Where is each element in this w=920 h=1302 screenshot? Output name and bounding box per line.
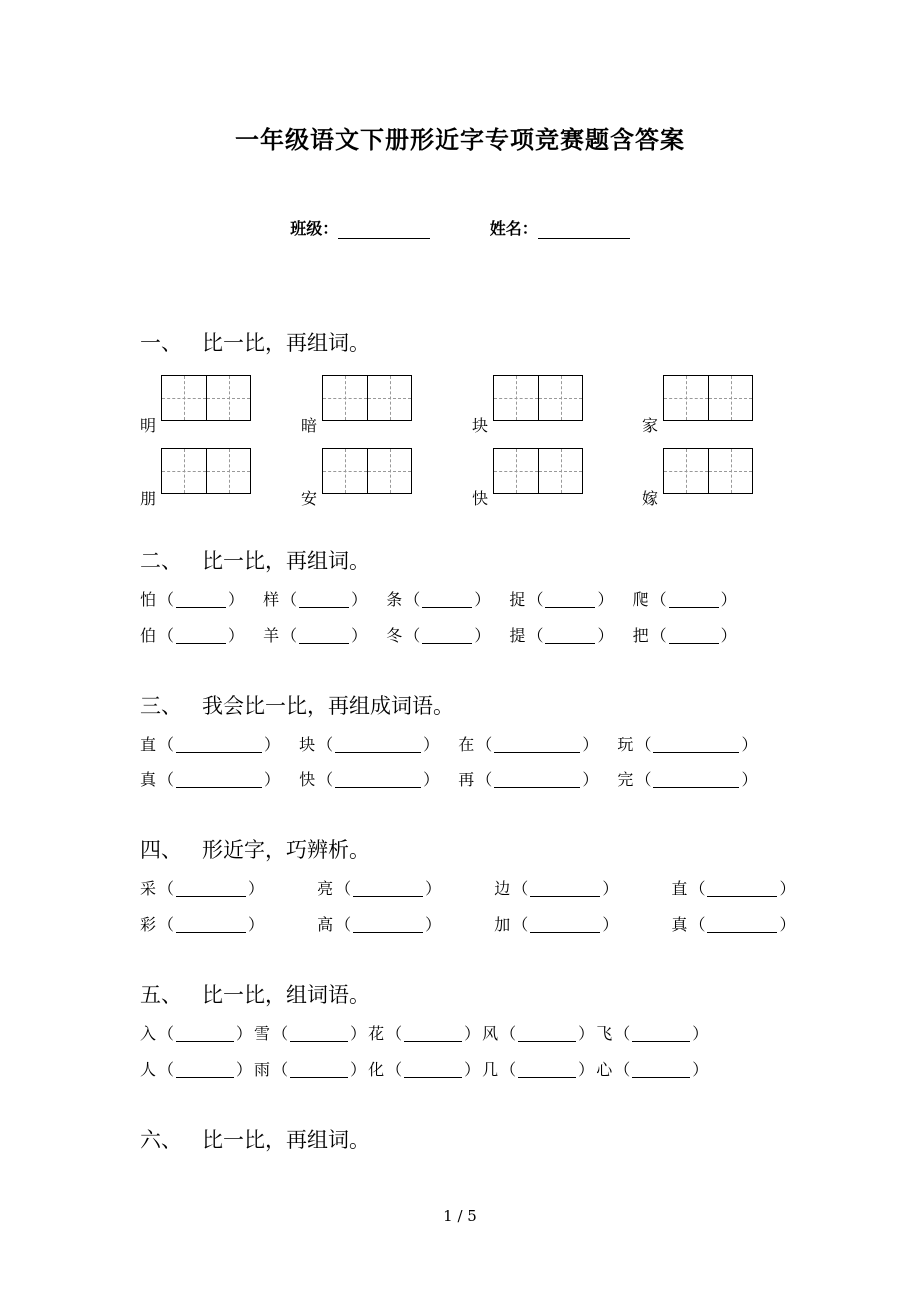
paren-close: ） bbox=[741, 735, 758, 754]
q2-char: 条 bbox=[386, 590, 403, 609]
paren-open: （ bbox=[614, 1024, 631, 1043]
q3-item bbox=[458, 770, 600, 790]
answer-blank[interactable] bbox=[530, 919, 600, 933]
paren-close: ） bbox=[692, 1060, 709, 1079]
section-text: 形近字，巧辨析。 bbox=[202, 838, 370, 862]
student-info bbox=[0, 216, 920, 239]
paren-open: （ bbox=[335, 915, 352, 934]
q3-row-1 bbox=[140, 735, 759, 755]
answer-blank[interactable] bbox=[404, 1064, 462, 1078]
q5-item bbox=[254, 1060, 368, 1080]
paren-close: ） bbox=[464, 1024, 481, 1043]
q4-char: 彩 bbox=[140, 915, 157, 934]
paren-open: （ bbox=[650, 590, 667, 609]
tianzige-grid[interactable] bbox=[493, 375, 583, 421]
q1-char: 朋 bbox=[140, 489, 157, 508]
paren-open: （ bbox=[158, 1060, 175, 1079]
q1-item bbox=[642, 375, 772, 435]
paren-close: ） bbox=[464, 1060, 481, 1079]
q3-char: 块 bbox=[299, 735, 316, 754]
answer-blank[interactable] bbox=[545, 630, 595, 644]
paren-open: （ bbox=[527, 626, 544, 645]
answer-blank[interactable] bbox=[290, 1064, 348, 1078]
q3-row-2 bbox=[140, 770, 759, 790]
section-3-heading bbox=[140, 690, 454, 720]
q2-row-1 bbox=[140, 590, 739, 610]
q5-item bbox=[368, 1024, 482, 1044]
section-text: 比一比，再组词。 bbox=[202, 549, 370, 573]
q2-char: 捉 bbox=[509, 590, 526, 609]
paren-close: ） bbox=[692, 1024, 709, 1043]
paren-open: （ bbox=[404, 626, 421, 645]
answer-blank[interactable] bbox=[422, 630, 472, 644]
answer-blank[interactable] bbox=[669, 630, 719, 644]
answer-blank[interactable] bbox=[653, 739, 739, 753]
paren-close: ） bbox=[248, 879, 265, 898]
paren-open: （ bbox=[317, 770, 334, 789]
section-text: 比一比，组词语。 bbox=[202, 983, 370, 1007]
paren-close: ） bbox=[720, 626, 737, 645]
q4-row-2 bbox=[140, 915, 797, 935]
name-label: 姓名： bbox=[489, 219, 538, 238]
q4-item bbox=[671, 915, 797, 935]
paren-open: （ bbox=[635, 770, 652, 789]
section-2-heading bbox=[140, 545, 370, 575]
paren-close: ） bbox=[228, 590, 245, 609]
q1-item bbox=[140, 448, 270, 508]
paren-open: （ bbox=[476, 735, 493, 754]
answer-blank[interactable] bbox=[176, 919, 246, 933]
answer-blank[interactable] bbox=[290, 1028, 348, 1042]
q1-item bbox=[301, 375, 431, 435]
q2-char: 提 bbox=[509, 626, 526, 645]
q5-item bbox=[140, 1060, 254, 1080]
q2-item bbox=[140, 626, 246, 646]
paren-close: ） bbox=[741, 770, 758, 789]
q2-item bbox=[633, 626, 739, 646]
q3-char: 真 bbox=[140, 770, 157, 789]
answer-blank[interactable] bbox=[176, 1028, 234, 1042]
answer-blank[interactable] bbox=[494, 774, 580, 788]
q1-char: 明 bbox=[140, 416, 157, 435]
paren-open: （ bbox=[158, 735, 175, 754]
paren-open: （ bbox=[317, 735, 334, 754]
q1-char: 暗 bbox=[301, 416, 318, 435]
q4-char: 直 bbox=[671, 879, 688, 898]
q5-char: 飞 bbox=[596, 1024, 613, 1043]
paren-close: ） bbox=[597, 626, 614, 645]
q5-char: 人 bbox=[140, 1060, 157, 1079]
q1-char: 快 bbox=[472, 489, 489, 508]
q4-char: 加 bbox=[494, 915, 511, 934]
section-number: 二、 bbox=[140, 549, 182, 573]
paren-open: （ bbox=[158, 1024, 175, 1043]
q4-row-1 bbox=[140, 879, 797, 899]
q5-row-1 bbox=[140, 1024, 710, 1044]
q3-char: 再 bbox=[458, 770, 475, 789]
paren-close: ） bbox=[350, 1024, 367, 1043]
paren-open: （ bbox=[281, 626, 298, 645]
tianzige-grid[interactable] bbox=[663, 375, 753, 421]
q4-char: 采 bbox=[140, 879, 157, 898]
paren-open: （ bbox=[689, 915, 706, 934]
answer-blank[interactable] bbox=[632, 1028, 690, 1042]
q4-item bbox=[494, 879, 620, 899]
q4-char: 真 bbox=[671, 915, 688, 934]
q1-char: 安 bbox=[301, 489, 318, 508]
section-number: 四、 bbox=[140, 838, 182, 862]
answer-blank[interactable] bbox=[176, 1064, 234, 1078]
paren-close: ） bbox=[425, 879, 442, 898]
q2-item bbox=[386, 590, 492, 610]
tianzige-grid[interactable] bbox=[161, 375, 251, 421]
paren-close: ） bbox=[236, 1060, 253, 1079]
q2-item bbox=[263, 626, 369, 646]
paren-close: ） bbox=[582, 735, 599, 754]
paren-open: （ bbox=[527, 590, 544, 609]
answer-blank[interactable] bbox=[335, 774, 421, 788]
q4-item bbox=[140, 915, 266, 935]
q3-char: 完 bbox=[617, 770, 634, 789]
q1-item bbox=[642, 448, 772, 508]
answer-blank[interactable] bbox=[707, 919, 777, 933]
q2-item bbox=[263, 590, 369, 610]
q2-item bbox=[633, 590, 739, 610]
answer-blank[interactable] bbox=[545, 594, 595, 608]
q1-item bbox=[472, 375, 602, 435]
q5-item bbox=[368, 1060, 482, 1080]
paren-close: ） bbox=[602, 915, 619, 934]
q2-char: 羊 bbox=[263, 626, 280, 645]
answer-blank[interactable] bbox=[530, 883, 600, 897]
answer-blank[interactable] bbox=[176, 774, 262, 788]
answer-blank[interactable] bbox=[518, 1028, 576, 1042]
class-label: 班级： bbox=[290, 219, 339, 238]
paren-close: ） bbox=[779, 879, 796, 898]
q3-char: 玩 bbox=[617, 735, 634, 754]
q3-char: 在 bbox=[458, 735, 475, 754]
q1-char: 嫁 bbox=[642, 489, 659, 508]
q2-item bbox=[386, 626, 492, 646]
paren-open: （ bbox=[158, 879, 175, 898]
paren-close: ） bbox=[720, 590, 737, 609]
class-blank[interactable] bbox=[338, 221, 430, 239]
answer-blank[interactable] bbox=[176, 630, 226, 644]
q5-item bbox=[482, 1024, 596, 1044]
section-number: 五、 bbox=[140, 983, 182, 1007]
q2-item bbox=[140, 590, 246, 610]
answer-blank[interactable] bbox=[404, 1028, 462, 1042]
q3-char: 快 bbox=[299, 770, 316, 789]
q5-item bbox=[482, 1060, 596, 1080]
answer-blank[interactable] bbox=[632, 1064, 690, 1078]
paren-open: （ bbox=[281, 590, 298, 609]
q2-char: 样 bbox=[263, 590, 280, 609]
q2-item bbox=[509, 626, 615, 646]
q5-item bbox=[596, 1024, 710, 1044]
paren-close: ） bbox=[779, 915, 796, 934]
q2-item bbox=[509, 590, 615, 610]
tianzige-grid[interactable] bbox=[493, 448, 583, 494]
q4-item bbox=[317, 879, 443, 899]
tianzige-grid[interactable] bbox=[663, 448, 753, 494]
q3-item bbox=[299, 735, 441, 755]
q3-item bbox=[617, 770, 759, 790]
q1-item bbox=[140, 375, 270, 435]
tianzige-grid[interactable] bbox=[322, 375, 412, 421]
paren-open: （ bbox=[386, 1024, 403, 1043]
paren-open: （ bbox=[500, 1060, 517, 1079]
section-5-heading bbox=[140, 979, 370, 1009]
q3-item bbox=[299, 770, 441, 790]
paren-open: （ bbox=[500, 1024, 517, 1043]
q4-char: 亮 bbox=[317, 879, 334, 898]
paren-close: ） bbox=[425, 915, 442, 934]
q5-row-2 bbox=[140, 1060, 710, 1080]
answer-blank[interactable] bbox=[707, 883, 777, 897]
paren-close: ） bbox=[578, 1060, 595, 1079]
q4-item bbox=[671, 879, 797, 899]
paren-open: （ bbox=[512, 915, 529, 934]
answer-blank[interactable] bbox=[518, 1064, 576, 1078]
q2-char: 冬 bbox=[386, 626, 403, 645]
paren-close: ） bbox=[264, 770, 281, 789]
q1-char: 家 bbox=[642, 416, 659, 435]
answer-blank[interactable] bbox=[353, 883, 423, 897]
q3-item bbox=[140, 770, 282, 790]
paren-open: （ bbox=[689, 879, 706, 898]
page-title: 一年级语文下册形近字专项竞赛题含答案 bbox=[235, 125, 685, 154]
q4-char: 高 bbox=[317, 915, 334, 934]
q5-char: 入 bbox=[140, 1024, 157, 1043]
paren-open: （ bbox=[386, 1060, 403, 1079]
section-1-heading bbox=[140, 327, 370, 357]
paren-close: ） bbox=[236, 1024, 253, 1043]
answer-blank[interactable] bbox=[299, 630, 349, 644]
paren-close: ） bbox=[602, 879, 619, 898]
q1-char: 块 bbox=[472, 416, 489, 435]
answer-blank[interactable] bbox=[176, 594, 226, 608]
section-6-heading bbox=[140, 1124, 370, 1154]
q5-char: 雪 bbox=[254, 1024, 271, 1043]
section-text: 比一比，再组词。 bbox=[202, 331, 370, 355]
answer-blank[interactable] bbox=[299, 594, 349, 608]
section-number: 三、 bbox=[140, 694, 182, 718]
q1-item bbox=[301, 448, 431, 508]
q4-item bbox=[494, 915, 620, 935]
q1-item bbox=[472, 448, 602, 508]
q3-item bbox=[458, 735, 600, 755]
answer-blank[interactable] bbox=[335, 739, 421, 753]
q3-item bbox=[617, 735, 759, 755]
paren-open: （ bbox=[158, 626, 175, 645]
q5-char: 风 bbox=[482, 1024, 499, 1043]
answer-blank[interactable] bbox=[353, 919, 423, 933]
q3-item bbox=[140, 735, 282, 755]
paren-open: （ bbox=[404, 590, 421, 609]
paren-open: （ bbox=[512, 879, 529, 898]
paren-close: ） bbox=[582, 770, 599, 789]
paren-close: ） bbox=[264, 735, 281, 754]
q5-item bbox=[140, 1024, 254, 1044]
paren-close: ） bbox=[597, 590, 614, 609]
tianzige-grid[interactable] bbox=[322, 448, 412, 494]
paren-close: ） bbox=[351, 626, 368, 645]
q3-char: 直 bbox=[140, 735, 157, 754]
paren-close: ） bbox=[351, 590, 368, 609]
section-text: 我会比一比，再组成词语。 bbox=[202, 694, 454, 718]
paren-open: （ bbox=[272, 1060, 289, 1079]
q5-char: 化 bbox=[368, 1060, 385, 1079]
section-number: 一、 bbox=[140, 331, 182, 355]
section-text: 比一比，再组词。 bbox=[202, 1128, 370, 1152]
q4-item bbox=[317, 915, 443, 935]
paren-open: （ bbox=[158, 770, 175, 789]
paren-close: ） bbox=[248, 915, 265, 934]
q4-char: 边 bbox=[494, 879, 511, 898]
tianzige-grid[interactable] bbox=[161, 448, 251, 494]
paren-open: （ bbox=[614, 1060, 631, 1079]
q5-item bbox=[596, 1060, 710, 1080]
paren-close: ） bbox=[423, 735, 440, 754]
paren-open: （ bbox=[335, 879, 352, 898]
paren-open: （ bbox=[158, 590, 175, 609]
q2-char: 伯 bbox=[140, 626, 157, 645]
q2-char: 怕 bbox=[140, 590, 157, 609]
q5-char: 雨 bbox=[254, 1060, 271, 1079]
answer-blank[interactable] bbox=[422, 594, 472, 608]
paren-open: （ bbox=[476, 770, 493, 789]
paren-open: （ bbox=[272, 1024, 289, 1043]
section-number: 六、 bbox=[140, 1128, 182, 1152]
paren-close: ） bbox=[578, 1024, 595, 1043]
paren-open: （ bbox=[650, 626, 667, 645]
q2-char: 把 bbox=[632, 626, 649, 645]
name-blank[interactable] bbox=[538, 221, 630, 239]
section-4-heading bbox=[140, 834, 370, 864]
answer-blank[interactable] bbox=[653, 774, 739, 788]
paren-close: ） bbox=[350, 1060, 367, 1079]
q2-char: 爬 bbox=[632, 590, 649, 609]
q2-row-2 bbox=[140, 626, 739, 646]
paren-close: ） bbox=[228, 626, 245, 645]
paren-close: ） bbox=[423, 770, 440, 789]
paren-close: ） bbox=[474, 626, 491, 645]
q5-char: 心 bbox=[596, 1060, 613, 1079]
paren-close: ） bbox=[474, 590, 491, 609]
answer-blank[interactable] bbox=[669, 594, 719, 608]
paren-open: （ bbox=[635, 735, 652, 754]
q5-char: 花 bbox=[368, 1024, 385, 1043]
q5-item bbox=[254, 1024, 368, 1044]
answer-blank[interactable] bbox=[176, 739, 262, 753]
page-number: 1 / 5 bbox=[443, 1207, 477, 1225]
q4-item bbox=[140, 879, 266, 899]
answer-blank[interactable] bbox=[176, 883, 246, 897]
answer-blank[interactable] bbox=[494, 739, 580, 753]
paren-open: （ bbox=[158, 915, 175, 934]
q5-char: 几 bbox=[482, 1060, 499, 1079]
